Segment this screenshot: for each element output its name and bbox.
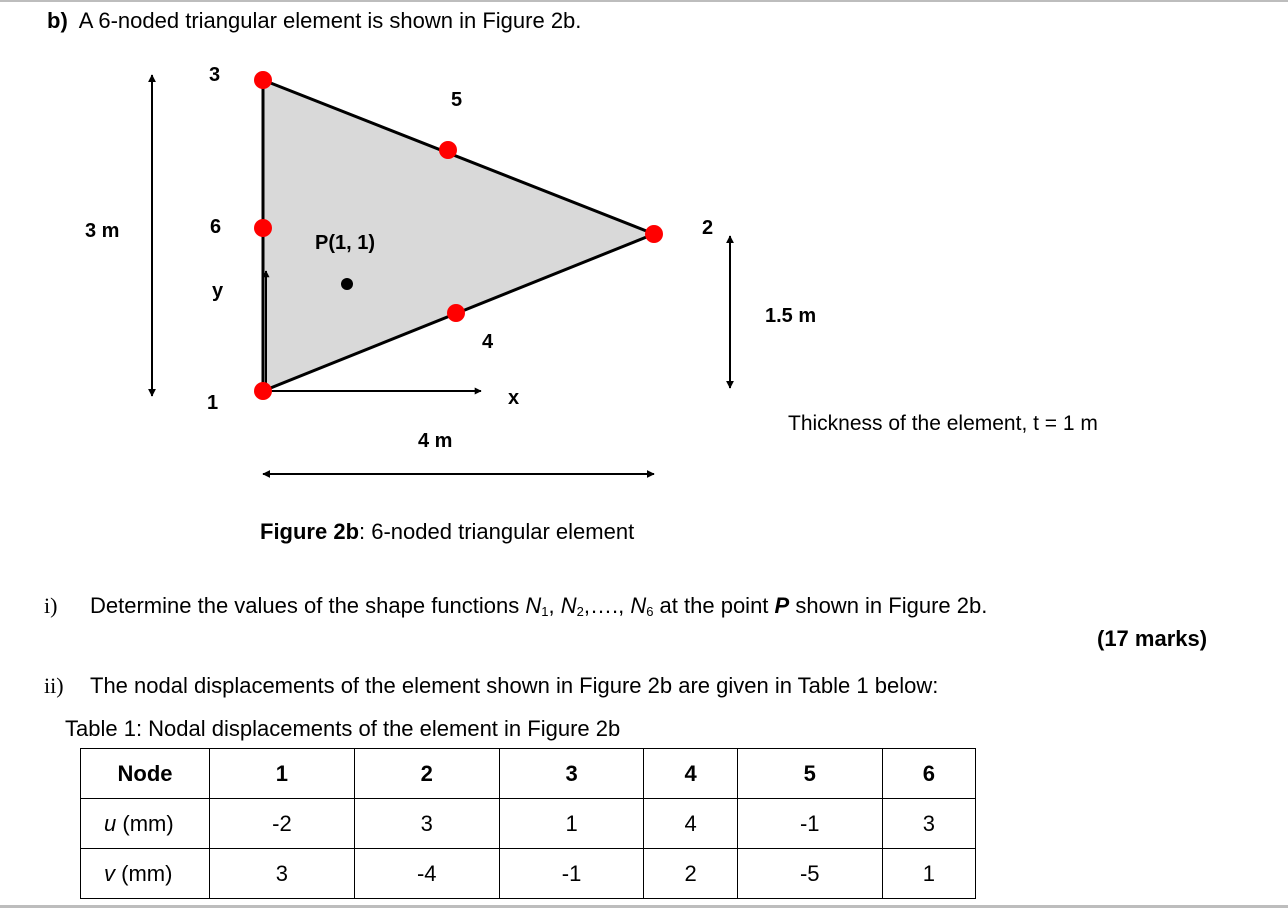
node-2-marker bbox=[645, 225, 663, 243]
figure-caption-text: : 6-noded triangular element bbox=[359, 519, 635, 544]
table-row bbox=[81, 799, 976, 849]
table-header-cell: 6 bbox=[882, 749, 975, 799]
row-label-u bbox=[81, 799, 210, 849]
question-ii-number: ii) bbox=[44, 673, 64, 698]
thickness-note: Thickness of the element, t = 1 m bbox=[788, 412, 1098, 435]
q1-n2-sub: 2 bbox=[576, 604, 584, 619]
table-cell: 3 bbox=[210, 849, 355, 899]
q1-part3: shown in Figure 2b. bbox=[789, 593, 988, 618]
node-4-marker bbox=[447, 304, 465, 322]
node-3-label: 3 bbox=[209, 64, 221, 86]
q1-part2: at the point bbox=[653, 593, 775, 618]
question-i-number: i) bbox=[44, 593, 58, 618]
q1-n1-sub: 1 bbox=[541, 604, 549, 619]
row-unit-v: (mm) bbox=[115, 860, 173, 886]
row-label-v bbox=[81, 849, 210, 899]
width-dimension-label: 4 m bbox=[418, 430, 453, 452]
row-symbol-u: u bbox=[104, 810, 117, 836]
height-dimension-label: 3 m bbox=[85, 220, 120, 242]
x-axis-label: x bbox=[508, 387, 520, 409]
table-header-cell: 4 bbox=[644, 749, 737, 799]
half-height-dimension-label: 1.5 m bbox=[765, 305, 817, 327]
table-header-cell: Node bbox=[81, 749, 210, 799]
row-symbol-v: v bbox=[104, 860, 115, 886]
heading-text: A 6-noded triangular element is shown in Figure 2b. bbox=[78, 8, 582, 33]
table-cell: 3 bbox=[354, 799, 499, 849]
node-4-label: 4 bbox=[482, 331, 494, 353]
question-ii-text: The nodal displacements of the element shown in Figure 2b are given in Table 1 below: bbox=[90, 673, 939, 698]
table-header-cell: 3 bbox=[499, 749, 644, 799]
table-header-cell: 5 bbox=[737, 749, 882, 799]
q1-n2: N bbox=[560, 593, 577, 618]
question-i-text bbox=[90, 593, 987, 619]
q1-n1: N bbox=[525, 593, 542, 618]
point-p-label: P(1, 1) bbox=[315, 232, 376, 254]
table-cell: -1 bbox=[499, 849, 644, 899]
nodal-displacement-table bbox=[80, 748, 976, 899]
table-cell: -1 bbox=[737, 799, 882, 849]
q1-n6: N bbox=[630, 593, 647, 618]
table-header-row bbox=[81, 749, 976, 799]
table-cell: -2 bbox=[210, 799, 355, 849]
table-row bbox=[81, 849, 976, 899]
node-6-label: 6 bbox=[210, 216, 222, 238]
node-3-marker bbox=[254, 71, 272, 89]
q1-part1: Determine the values of the shape functions bbox=[90, 593, 526, 618]
row-unit-u: (mm) bbox=[116, 810, 174, 836]
figure-caption bbox=[260, 519, 634, 545]
table-cell: 2 bbox=[644, 849, 737, 899]
heading-label: b) bbox=[47, 8, 68, 33]
node-1-marker bbox=[254, 382, 272, 400]
table-cell: -4 bbox=[354, 849, 499, 899]
table-cell: -5 bbox=[737, 849, 882, 899]
q1-sep1: , bbox=[548, 593, 561, 618]
point-p-marker bbox=[341, 278, 353, 290]
table-cell: 1 bbox=[499, 799, 644, 849]
q1-ellipsis: ,…., bbox=[583, 593, 631, 618]
table-caption: Table 1: Nodal displacements of the element in Figure 2b bbox=[65, 716, 621, 741]
node-5-label: 5 bbox=[451, 89, 463, 111]
question-i-marks: (17 marks) bbox=[1097, 626, 1208, 651]
table-cell: 3 bbox=[882, 799, 975, 849]
node-6-marker bbox=[254, 219, 272, 237]
q1-point: P bbox=[774, 593, 790, 618]
node-2-label: 2 bbox=[702, 217, 714, 239]
table-cell: 4 bbox=[644, 799, 737, 849]
table-cell: 1 bbox=[882, 849, 975, 899]
node-5-marker bbox=[439, 141, 457, 159]
table-header-cell: 2 bbox=[354, 749, 499, 799]
q1-n6-sub: 6 bbox=[646, 604, 654, 619]
table-header-cell: 1 bbox=[210, 749, 355, 799]
figure-caption-bold: Figure 2b bbox=[260, 519, 360, 544]
node-1-label: 1 bbox=[207, 392, 219, 414]
y-axis-label: y bbox=[212, 280, 224, 302]
